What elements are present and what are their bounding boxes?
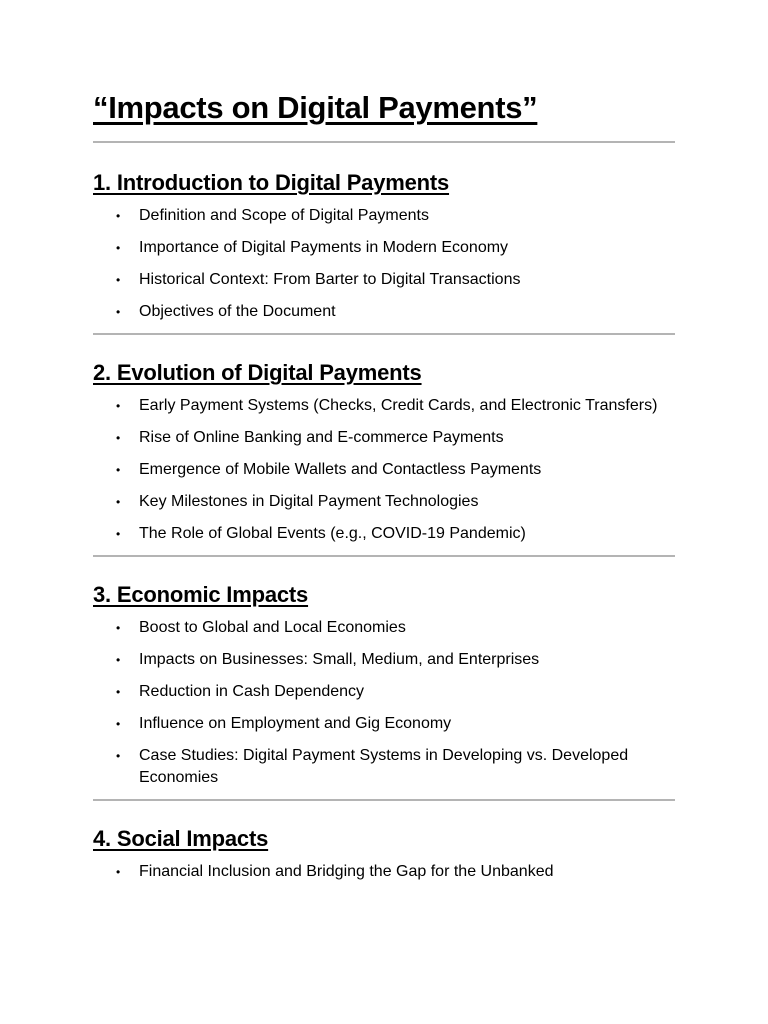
section-heading: 3. Economic Impacts — [93, 582, 309, 607]
section-economic-impacts — [93, 580, 675, 801]
list-item-text: Impacts on Businesses: Small, Medium, and Enterprises — [139, 651, 540, 668]
list-item — [93, 269, 675, 291]
list-item — [93, 395, 675, 417]
bullet-icon: • — [116, 463, 121, 477]
list-item-text: Financial Inclusion and Bridging the Gap for the Unbanked — [139, 863, 554, 880]
list-item-text: Emergence of Mobile Wallets and Contactless Payments — [139, 461, 542, 478]
bullet-icon: • — [116, 273, 121, 287]
bullet-icon: • — [116, 399, 121, 413]
section-divider — [93, 555, 675, 557]
bullet-icon: • — [116, 305, 121, 319]
document-page — [93, 0, 675, 893]
list-item-text: Boost to Global and Local Economies — [139, 619, 406, 636]
bullet-icon: • — [116, 865, 121, 879]
list-item — [93, 459, 675, 481]
list-item — [93, 301, 675, 323]
list-item — [93, 713, 675, 735]
section-heading: 4. Social Impacts — [93, 826, 269, 851]
list-item-text: Definition and Scope of Digital Payments — [139, 207, 429, 224]
list-item-text: The Role of Global Events (e.g., COVID-19 Pandemic) — [139, 525, 526, 542]
bullet-list — [93, 205, 675, 323]
list-item-text: Historical Context: From Barter to Digital Transactions — [139, 271, 521, 288]
bullet-icon: • — [116, 621, 121, 635]
bullet-icon: • — [116, 749, 121, 763]
bullet-icon: • — [116, 431, 121, 445]
list-item — [93, 427, 675, 449]
bullet-icon: • — [116, 527, 121, 541]
list-item-text: Rise of Online Banking and E-commerce Payments — [139, 429, 504, 446]
bullet-list — [93, 617, 675, 789]
section-heading: 2. Evolution of Digital Payments — [93, 360, 422, 385]
bullet-icon: • — [116, 717, 121, 731]
list-item-text: Reduction in Cash Dependency — [139, 683, 365, 700]
section-introduction — [93, 168, 675, 335]
list-item — [93, 649, 675, 671]
bullet-icon: • — [116, 495, 121, 509]
list-item-text: Key Milestones in Digital Payment Technologies — [139, 493, 479, 510]
list-item-text: Objectives of the Document — [139, 303, 336, 320]
list-item — [93, 237, 675, 259]
list-item — [93, 861, 675, 883]
bullet-icon: • — [116, 685, 121, 699]
document-title: “Impacts on Digital Payments” — [93, 90, 538, 125]
list-item — [93, 617, 675, 639]
section-social-impacts — [93, 824, 675, 883]
section-divider — [93, 333, 675, 335]
list-item-text: Case Studies: Digital Payment Systems in Developing vs. Developed Economies — [139, 747, 629, 786]
list-item — [93, 681, 675, 703]
bullet-icon: • — [116, 653, 121, 667]
list-item — [93, 523, 675, 545]
section-divider — [93, 799, 675, 801]
bullet-icon: • — [116, 209, 121, 223]
list-item — [93, 745, 675, 789]
list-item — [93, 491, 675, 513]
list-item-text: Influence on Employment and Gig Economy — [139, 715, 452, 732]
section-evolution — [93, 358, 675, 557]
bullet-icon: • — [116, 241, 121, 255]
title-divider — [93, 141, 675, 143]
bullet-list — [93, 395, 675, 545]
section-heading: 1. Introduction to Digital Payments — [93, 170, 450, 195]
bullet-list — [93, 861, 675, 883]
list-item — [93, 205, 675, 227]
list-item-text: Early Payment Systems (Checks, Credit Cards, and Electronic Transfers) — [139, 397, 658, 414]
list-item-text: Importance of Digital Payments in Modern Economy — [139, 239, 509, 256]
